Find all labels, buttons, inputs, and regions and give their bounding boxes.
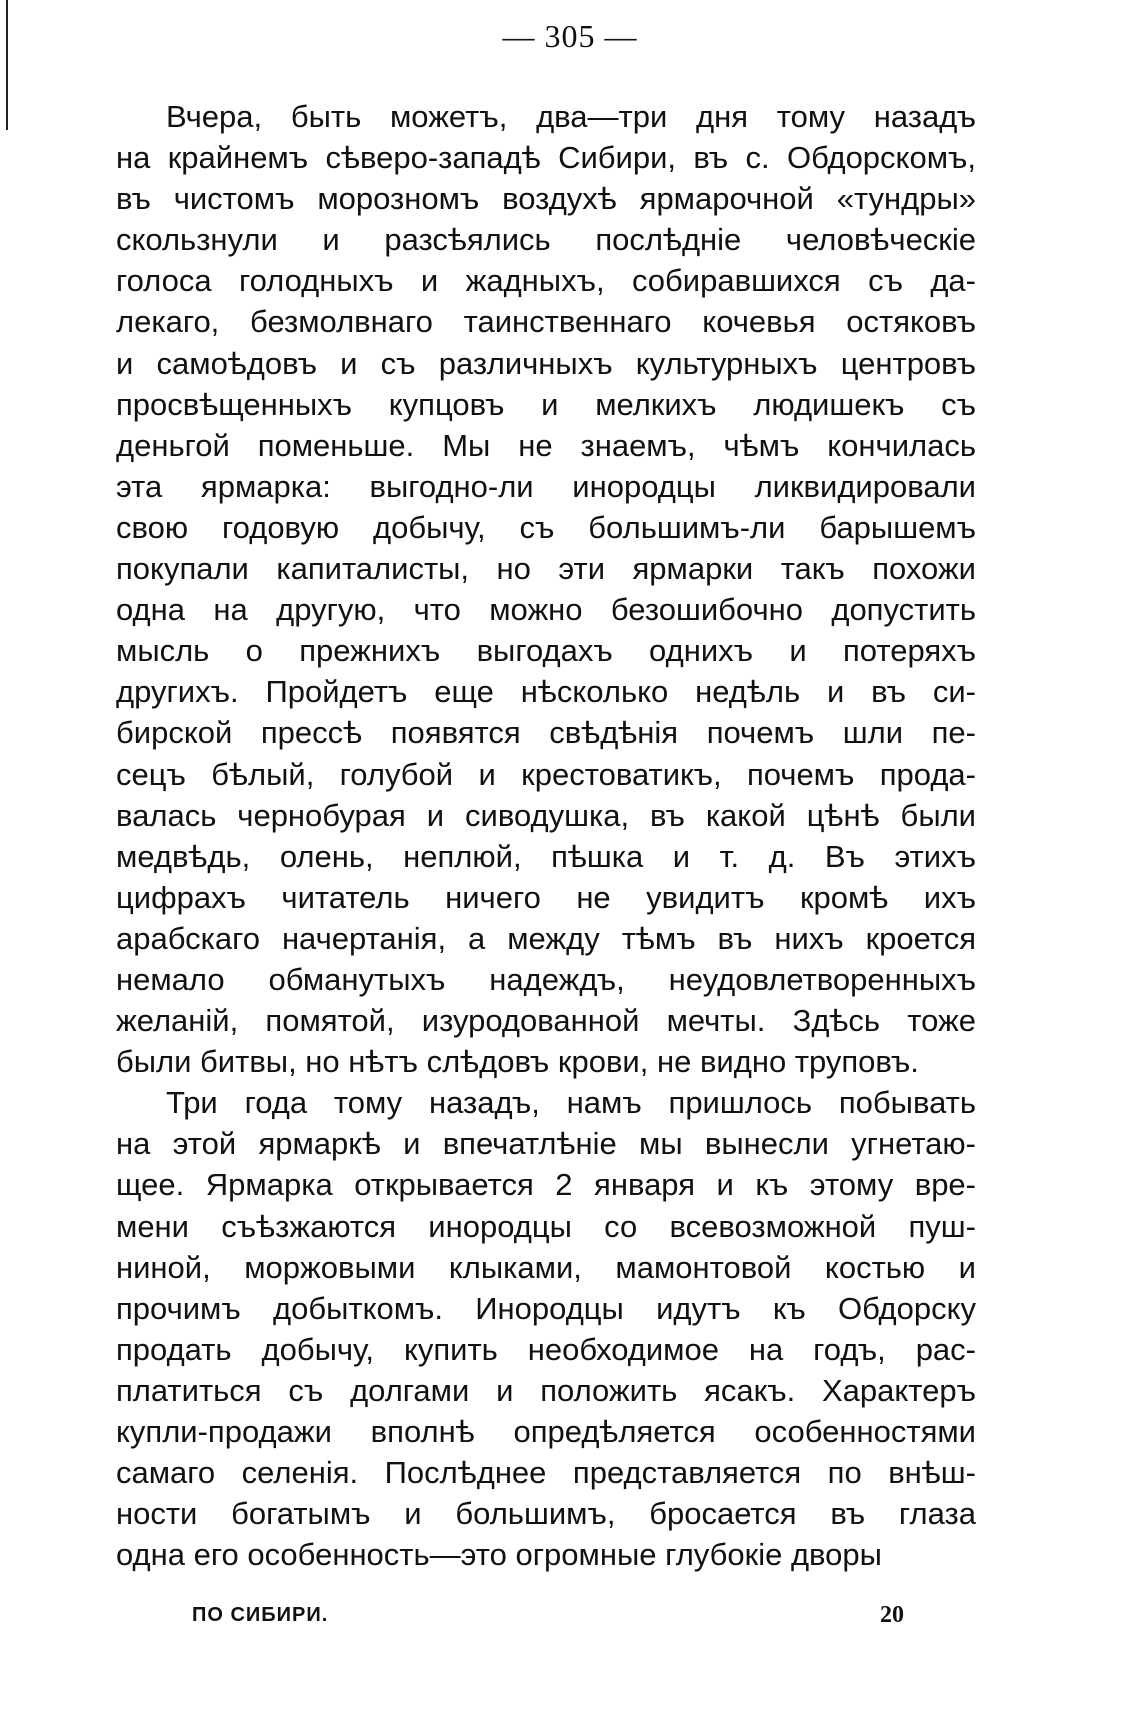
running-footer-title: ПО СИБИРИ.	[192, 1604, 329, 1626]
text-line: сецъ бѣлый, голубой и крестоватикъ, почемъ прода-	[116, 756, 976, 792]
text-line: деньгой поменьше. Мы не знаемъ, чѣмъ кончилась	[116, 427, 976, 463]
page-number: — 305 —	[502, 18, 638, 54]
text-line: немало обманутыхъ надеждъ, неудовлетворенныхъ	[116, 961, 976, 997]
text-line: эта ярмарка: выгодно-ли инородцы ликвидировали	[116, 468, 976, 504]
text-line: были битвы, но нѣтъ слѣдовъ крови, не видно труповъ.	[116, 1044, 919, 1080]
text-line: мысль о прежнихъ выгодахъ однихъ и потеряхъ	[116, 633, 976, 669]
signature-mark: 20	[880, 1602, 904, 1628]
text-line: Вчера, быть можетъ, два—три дня тому назадъ	[166, 99, 976, 134]
text-line: прочимъ добыткомъ. Инородцы идутъ къ Обдорску	[116, 1290, 976, 1326]
paragraph-2	[116, 1082, 976, 1575]
text-line: бирской прессѣ появятся свѣдѣнія почемъ шли пе-	[116, 715, 976, 751]
text-line: Три года тому назадъ, намъ пришлось побывать	[166, 1085, 976, 1121]
text-line: лекаго, безмолвнаго таинственнаго кочевья остяковъ	[116, 304, 976, 340]
text-line: голоса голодныхъ и жадныхъ, собиравшихся съ да-	[116, 263, 976, 299]
paragraph-1	[116, 96, 976, 1082]
text-line: самаго селенія. Послѣднее представляется по внѣш-	[116, 1455, 976, 1491]
text-line: щее. Ярмарка открывается 2 января и къ этому вре-	[116, 1167, 976, 1203]
text-line: валась чернобурая и сиводушка, въ какой цѣнѣ были	[116, 797, 976, 833]
text-line: продать добычу, купить необходимое на годъ, рас-	[116, 1331, 976, 1367]
text-line: купли-продажи вполнѣ опредѣляется особенностями	[116, 1414, 976, 1449]
text-line: цифрахъ читатель ничего не увидитъ кромѣ ихъ	[116, 879, 976, 915]
text-line: ниной, моржовыми клыками, мамонтовой костью и	[116, 1249, 976, 1285]
text-line: просвѣщенныхъ купцовъ и мелкихъ людишекъ съ	[116, 386, 976, 422]
text-line: платиться съ долгами и положить ясакъ. Характеръ	[116, 1372, 976, 1408]
body-text	[116, 96, 976, 1575]
text-line: одна на другую, что можно безошибочно допустить	[116, 592, 976, 628]
text-line: въ чистомъ морозномъ воздухѣ ярмарочной «тундры»	[116, 181, 976, 217]
page-footer	[0, 1604, 1140, 1634]
text-line: медвѣдь, олень, неплюй, пѣшка и т. д. Въ этихъ	[116, 838, 976, 874]
text-line: и самоѣдовъ и съ различныхъ культурныхъ центровъ	[116, 345, 976, 381]
text-line: мени съѣзжаются инородцы со всевозможной пуш-	[116, 1208, 976, 1244]
text-line: арабскаго начертанія, а между тѣмъ въ нихъ кроется	[116, 920, 976, 956]
text-line: ности богатымъ и большимъ, бросается въ глаза	[116, 1496, 976, 1532]
text-line: одна его особенность—это огромные глубокіе дворы	[116, 1537, 882, 1573]
text-line: другихъ. Пройдетъ еще нѣсколько недѣль и въ си-	[116, 674, 976, 710]
text-line: покупали капиталисты, но эти ярмарки такъ похожи	[116, 551, 976, 587]
text-line: свою годовую добычу, съ большимъ-ли барышемъ	[116, 509, 976, 545]
text-line: на крайнемъ сѣверо-западѣ Сибири, въ с. Обдорскомъ,	[116, 140, 976, 176]
text-line: желаній, помятой, изуродованной мечты. Здѣсь тоже	[116, 1003, 976, 1039]
text-line: скользнули и разсѣялись послѣдніе человѣческіе	[116, 222, 976, 258]
text-line: на этой ярмаркѣ и впечатлѣніе мы вынесли угнетаю-	[116, 1126, 976, 1162]
